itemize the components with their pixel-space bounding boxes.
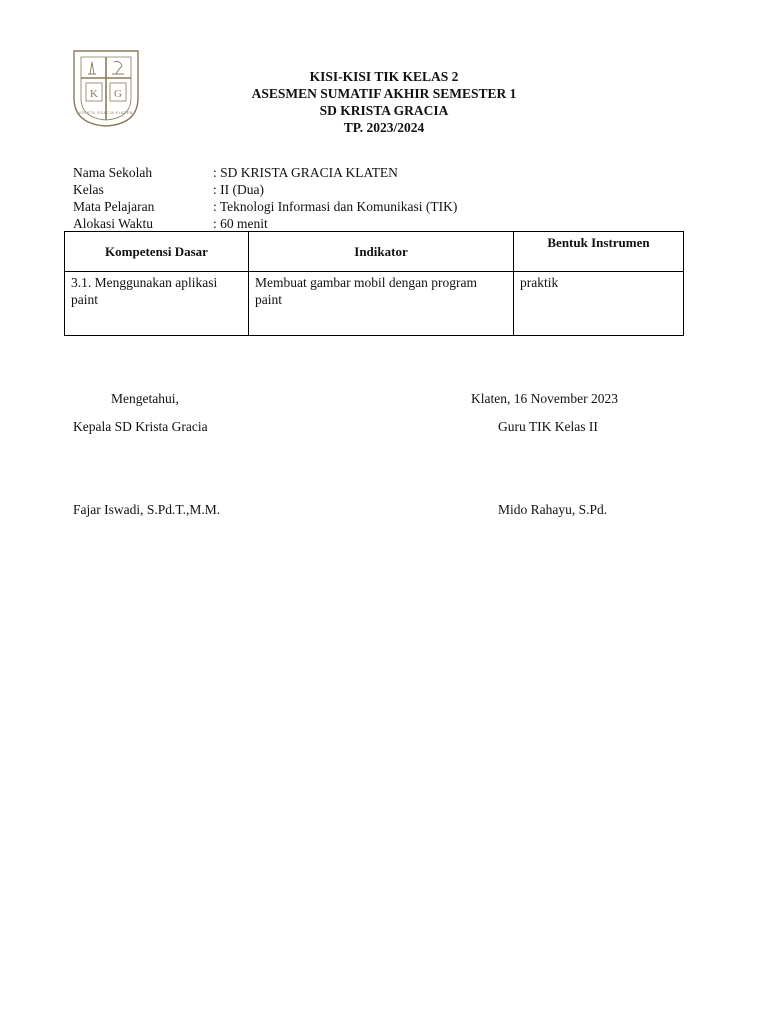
info-label: Nama Sekolah — [73, 165, 153, 180]
column-header-kompetensi: Kompetensi Dasar — [65, 232, 249, 272]
logo-initial-g: G — [114, 88, 122, 100]
info-row-time — [73, 215, 457, 232]
header-year: TP. 2023/2024 — [343, 120, 425, 135]
info-value: : 60 menit — [213, 216, 268, 231]
info-row-class — [73, 181, 457, 198]
info-row-subject — [73, 198, 457, 215]
info-value: : II (Dua) — [213, 182, 264, 197]
logo-initial-k: K — [90, 88, 98, 100]
signature-title-left: Kepala SD Krista Gracia — [73, 419, 208, 434]
info-label: Mata Pelajaran — [73, 199, 155, 214]
header-subtitle: ASESMEN SUMATIF AKHIR SEMESTER 1 — [251, 86, 517, 101]
info-label: Alokasi Waktu — [73, 216, 154, 231]
info-row-school — [73, 164, 457, 181]
competency-table — [64, 231, 684, 336]
signature-title-right: Guru TIK Kelas II — [498, 419, 598, 434]
info-value: : SD KRISTA GRACIA KLATEN — [213, 165, 398, 180]
info-block — [73, 164, 457, 232]
table-cell: praktik — [514, 272, 684, 336]
signature-intro-left: Mengetahui, — [111, 391, 179, 406]
header-school: SD KRISTA GRACIA — [319, 103, 449, 118]
info-label: Kelas — [73, 182, 104, 197]
logo-ring-text: KRISTA GRACIA KLATEN — [79, 111, 133, 115]
signature-name-left: Fajar Iswadi, S.Pd.T.,M.M. — [73, 502, 221, 517]
table-cell: Membuat gambar mobil dengan program paint — [249, 272, 514, 336]
header-title: KISI-KISI TIK KELAS 2 — [309, 69, 459, 84]
signature-date: Klaten, 16 November 2023 — [471, 391, 618, 406]
table-header-row — [65, 232, 684, 272]
info-value: : Teknologi Informasi dan Komunikasi (TIK) — [213, 199, 458, 214]
table-row — [65, 272, 684, 336]
signature-name-right: Mido Rahayu, S.Pd. — [498, 502, 608, 517]
table-cell: 3.1. Menggunakan aplikasi paint — [65, 272, 249, 336]
column-header-bentuk: Bentuk Instrumen — [514, 232, 684, 272]
column-header-indikator: Indikator — [249, 232, 514, 272]
document-header — [130, 68, 638, 136]
